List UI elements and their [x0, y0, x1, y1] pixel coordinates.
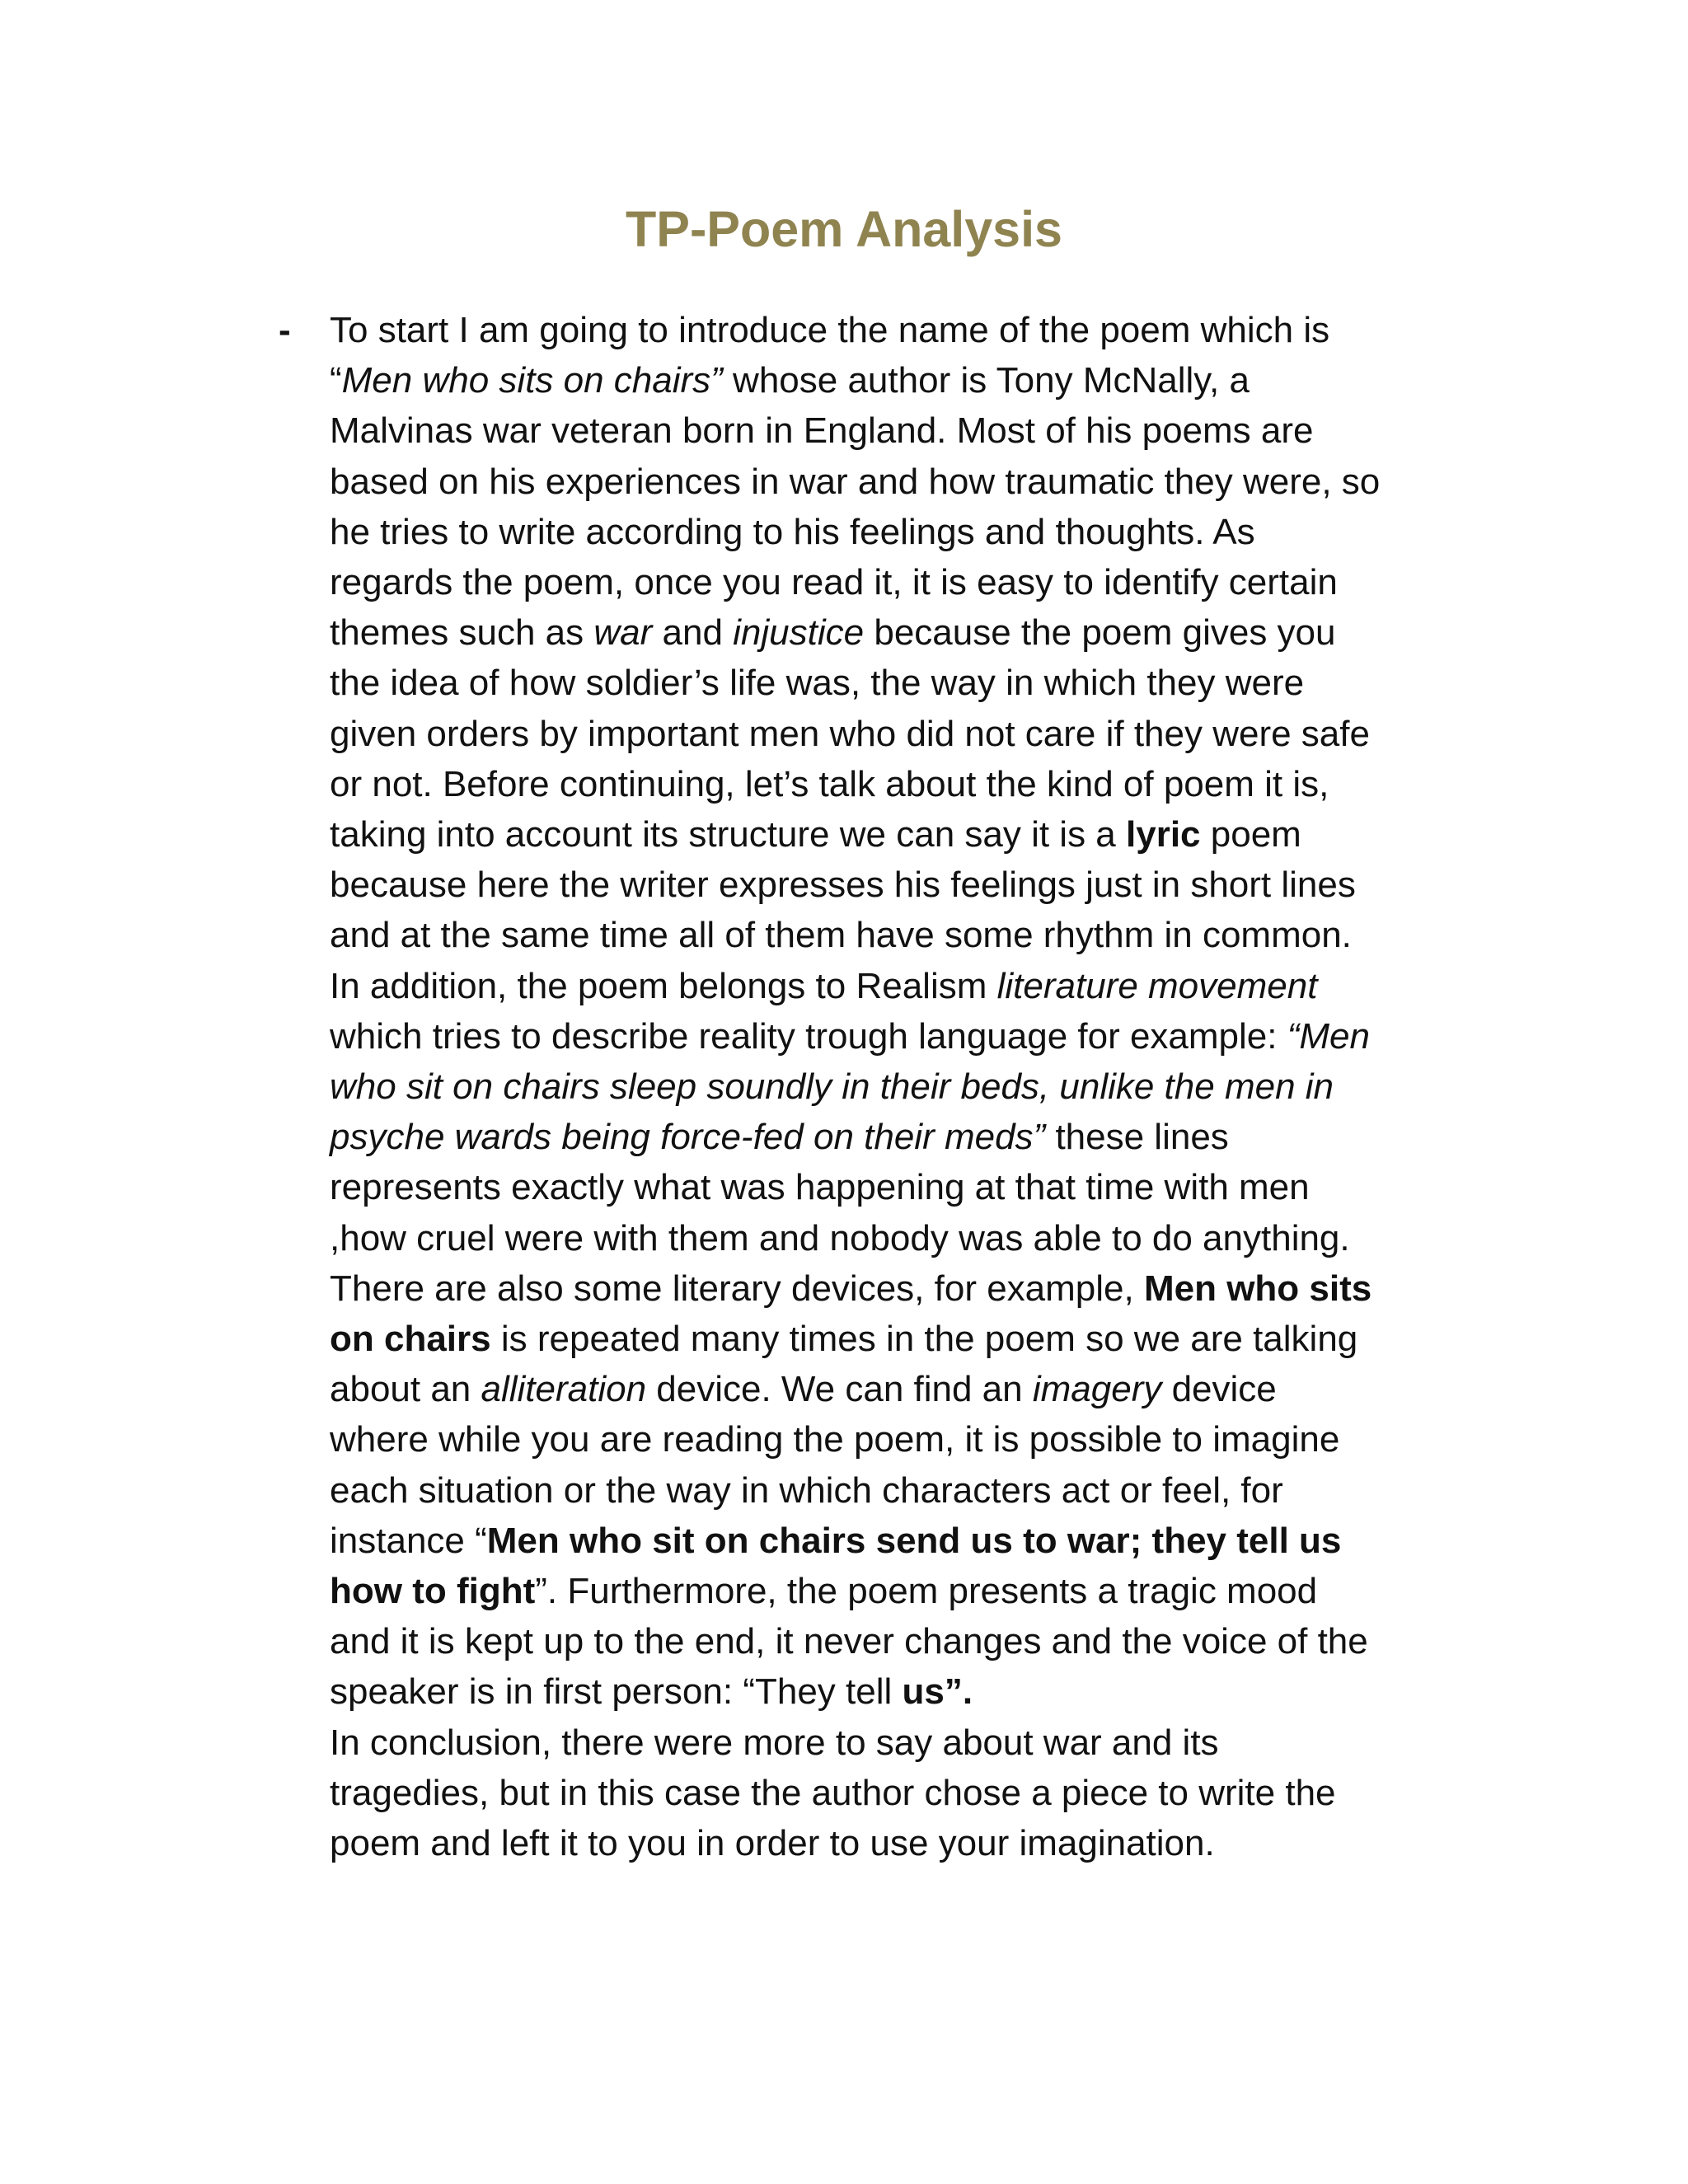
paragraph-line: [330, 305, 1451, 355]
paragraph-line: [330, 759, 1451, 809]
text-run: which tries to describe reality trough language for example:: [330, 1015, 1287, 1057]
paragraph-line: [330, 1263, 1451, 1314]
bold-text: us”.: [902, 1671, 973, 1713]
paragraph-line: [330, 557, 1451, 607]
bold-text: on chairs: [330, 1319, 491, 1360]
paragraph-line: [330, 457, 1451, 507]
analysis-paragraph: [330, 305, 1451, 1868]
paragraph-line: [330, 1768, 1451, 1818]
text-run: regards the poem, once you read it, it is easy to identify certain: [330, 562, 1338, 603]
italic-text: imagery: [1032, 1369, 1162, 1410]
paragraph-line: [330, 709, 1451, 759]
paragraph-line: [330, 355, 1451, 405]
paragraph-line: [330, 1062, 1451, 1112]
paragraph-line: [330, 1112, 1451, 1162]
text-run: To start I am going to introduce the name of the poem which is: [330, 310, 1330, 350]
text-run: poem: [1200, 814, 1301, 855]
paragraph-line: [330, 1718, 1451, 1768]
bullet-marker: -: [279, 310, 291, 350]
text-run: and: [652, 612, 734, 654]
text-run: based on his experiences in war and how traumatic they were, so: [330, 461, 1381, 502]
paragraph-line: [330, 809, 1451, 860]
italic-text: war: [593, 612, 653, 654]
text-run: In conclusion, there were more to say about war and its: [330, 1722, 1219, 1763]
paragraph-line: [330, 860, 1451, 910]
text-run: themes such as: [330, 612, 594, 654]
text-run: he tries to write according to his feelings and thoughts. As: [330, 511, 1255, 552]
text-run: device: [1161, 1369, 1277, 1410]
italic-text: Men who sits on chairs”: [341, 360, 723, 401]
paragraph-line: [330, 1364, 1451, 1414]
document-title: TP-Poem Analysis: [626, 201, 1062, 257]
bold-text: how to fight: [330, 1571, 536, 1612]
paragraph-line: [330, 1616, 1451, 1666]
text-run: instance “: [330, 1520, 487, 1561]
text-run: these lines: [1045, 1117, 1229, 1158]
paragraph-line: [330, 1666, 1451, 1717]
text-run: is repeated many times in the poem so we are talking: [490, 1319, 1358, 1360]
bold-text: lyric: [1126, 814, 1201, 855]
paragraph-line: [330, 507, 1451, 557]
text-run: represents exactly what was happening at that time with men: [330, 1167, 1310, 1208]
italic-text: psyche wards being force-fed on their meds”: [330, 1117, 1046, 1158]
italic-text: literature movement: [996, 965, 1318, 1006]
paragraph-line: [330, 1516, 1451, 1566]
paragraph-line: [330, 1314, 1451, 1364]
text-run: each situation or the way in which characters act or feel, for: [330, 1469, 1283, 1511]
text-run: or not. Before continuing, let’s talk about the kind of poem it is,: [330, 763, 1329, 804]
text-run: where while you are reading the poem, it is possible to imagine: [330, 1419, 1340, 1460]
paragraph-line: [330, 1011, 1451, 1062]
paragraph-line: [330, 1465, 1451, 1516]
paragraph-line: [330, 1414, 1451, 1465]
italic-text: alliteration: [481, 1369, 647, 1410]
text-run: because here the writer expresses his feelings just in short lines: [330, 865, 1356, 906]
text-run: taking into account its structure we can say it is a: [330, 814, 1127, 855]
paragraph-line: [330, 1818, 1451, 1868]
paragraph-line: [330, 1566, 1451, 1616]
bold-text: Men who sit on chairs send us to war; they tell us: [486, 1520, 1342, 1561]
paragraph-line: [330, 405, 1451, 456]
text-run: about an: [330, 1369, 481, 1410]
text-run: given orders by important men who did not care if they were safe: [330, 713, 1370, 754]
paragraph-line: [330, 1213, 1451, 1263]
paragraph-line: [330, 1162, 1451, 1212]
paragraph-line: [330, 961, 1451, 1011]
text-run: because the poem gives you: [864, 612, 1336, 654]
text-run: speaker is in first person: “They tell: [330, 1671, 903, 1713]
paragraph-line: [330, 658, 1451, 708]
text-run: tragedies, but in this case the author chose a piece to write the: [330, 1772, 1336, 1813]
paragraph-line: [330, 607, 1451, 658]
text-run: whose author is Tony McNally, a: [722, 360, 1250, 401]
text-run: Malvinas war veteran born in England. Most of his poems are: [330, 410, 1314, 452]
text-run: “: [330, 360, 342, 401]
paragraph-line: [330, 910, 1451, 960]
text-run: the idea of how soldier’s life was, the way in which they were: [330, 663, 1305, 704]
text-run: device. We can find an: [646, 1369, 1033, 1410]
text-run: There are also some literary devices, for example,: [330, 1268, 1144, 1309]
bold-text: Men who sits: [1143, 1268, 1372, 1309]
italic-text: who sit on chairs sleep soundly in their beds, unlike the men in: [330, 1066, 1334, 1108]
text-run: and at the same time all of them have some rhythm in common.: [330, 915, 1352, 956]
text-run: In addition, the poem belongs to Realism: [330, 965, 997, 1006]
text-run: ,how cruel were with them and nobody was able to do anything.: [330, 1217, 1350, 1258]
italic-text: “Men: [1287, 1015, 1370, 1057]
text-run: ”. Furthermore, the poem presents a tragic mood: [535, 1571, 1318, 1612]
text-run: poem and left it to you in order to use your imagination.: [330, 1823, 1215, 1864]
italic-text: injustice: [733, 612, 865, 654]
text-run: and it is kept up to the end, it never changes and the voice of the: [330, 1621, 1368, 1662]
